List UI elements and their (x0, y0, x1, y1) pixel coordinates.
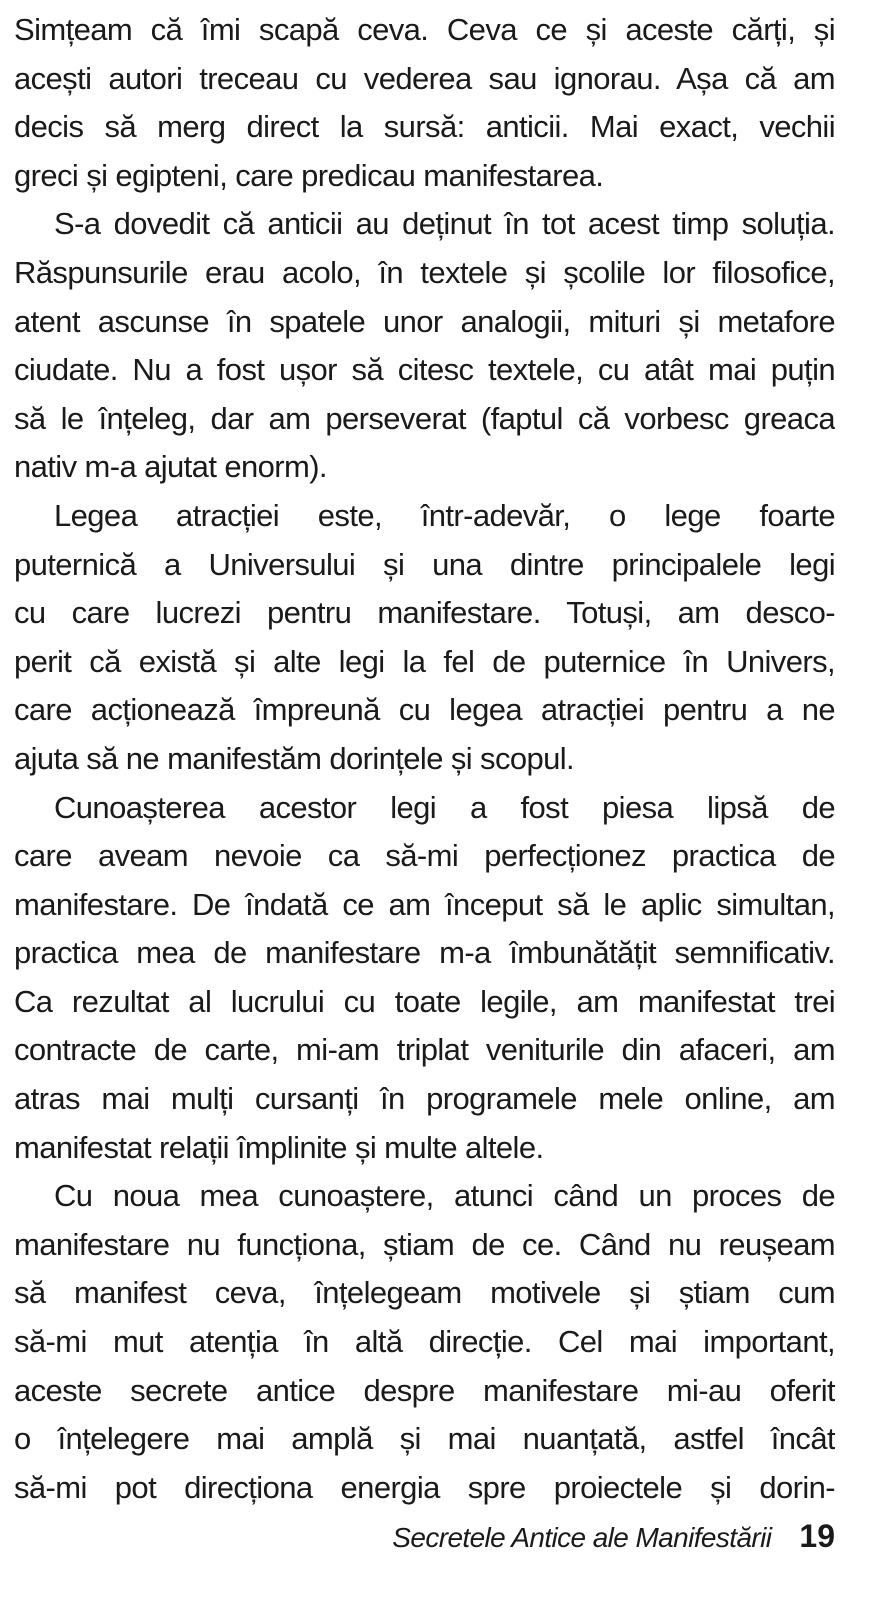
text-line: contracte de carte, mi-am triplat veniturile din afaceri, am (14, 1032, 835, 1068)
text-line: atent ascunse în spatele unor analogii, mituri și metafore (14, 303, 835, 339)
text-line: greci și egipteni, care predicau manifestarea. (14, 157, 604, 193)
text-line: Simțeam că îmi scapă ceva. Ceva ce și aceste cărți, și (14, 12, 835, 47)
text-line: acești autori treceau cu vederea sau ignorau. Așa că am (14, 60, 835, 96)
text-line: Cu noua mea cunoaștere, atunci când un proces de (54, 1178, 835, 1214)
text-line: Legea atracției este, într-adevăr, o lege foarte (54, 497, 835, 533)
page-body (14, 6, 835, 1512)
text-line: practica mea de manifestare m-a îmbunătățit semnificativ. (14, 935, 835, 971)
paragraph-5 (14, 1172, 835, 1512)
text-line: manifestat relații împlinite și multe altele. (14, 1129, 544, 1165)
text-line: decis să merg direct la sursă: anticii. Mai exact, vechii (14, 109, 835, 145)
text-line: ajuta să ne manifestăm dorințele și scopul. (14, 740, 575, 776)
text-line: să-mi pot direcționa energia spre proiectele și dorin- (14, 1469, 835, 1505)
text-line: puternică a Universului și una dintre principalele legi (14, 546, 835, 582)
paragraph-4 (14, 784, 835, 1173)
text-line: manifestare. De îndată ce am început să le aplic simultan, (14, 886, 835, 922)
page-number: 19 (799, 1518, 835, 1554)
text-line: să manifest ceva, înțelegeam motivele și știam cum (14, 1275, 835, 1311)
text-line: ciudate. Nu a fost ușor să citesc textele, cu atât mai puțin (14, 352, 835, 388)
running-title: Secretele Antice ale Manifestării (392, 1522, 772, 1553)
text-line: Cunoașterea acestor legi a fost piesa lipsă de (54, 789, 835, 825)
text-line: aceste secrete antice despre manifestare mi-au oferit (14, 1372, 835, 1408)
text-line: să le înțeleg, dar am perseverat (faptul că vorbesc greaca (14, 400, 835, 436)
paragraph-1 (14, 6, 835, 200)
text-line: să-mi mut atenția în altă direcție. Cel mai important, (14, 1324, 835, 1360)
text-line: perit că există și alte legi la fel de puternice în Univers, (14, 643, 835, 679)
text-line: nativ m-a ajutat enorm). (14, 449, 327, 485)
text-line: care aveam nevoie ca să-mi perfecționez practica de (14, 838, 835, 874)
paragraph-2 (14, 200, 835, 492)
text-line: S-a dovedit că anticii au deținut în tot acest timp soluția. (54, 206, 835, 242)
text-line: cu care lucrezi pentru manifestare. Totuși, am desco- (14, 595, 835, 631)
paragraph-3 (14, 492, 835, 784)
text-line: Răspunsurile erau acolo, în textele și școlile lor filosofice, (14, 254, 835, 290)
text-line: care acționează împreună cu legea atracției pentru a ne (14, 692, 835, 728)
page-footer (392, 1518, 835, 1555)
text-line: manifestare nu funcționa, știam de ce. Când nu reușeam (14, 1226, 835, 1262)
text-line: o înțelegere mai amplă și mai nuanțată, astfel încât (14, 1421, 835, 1457)
text-line: atras mai mulți cursanți în programele mele online, am (14, 1081, 835, 1117)
text-line: Ca rezultat al lucrului cu toate legile, am manifestat trei (14, 983, 835, 1019)
